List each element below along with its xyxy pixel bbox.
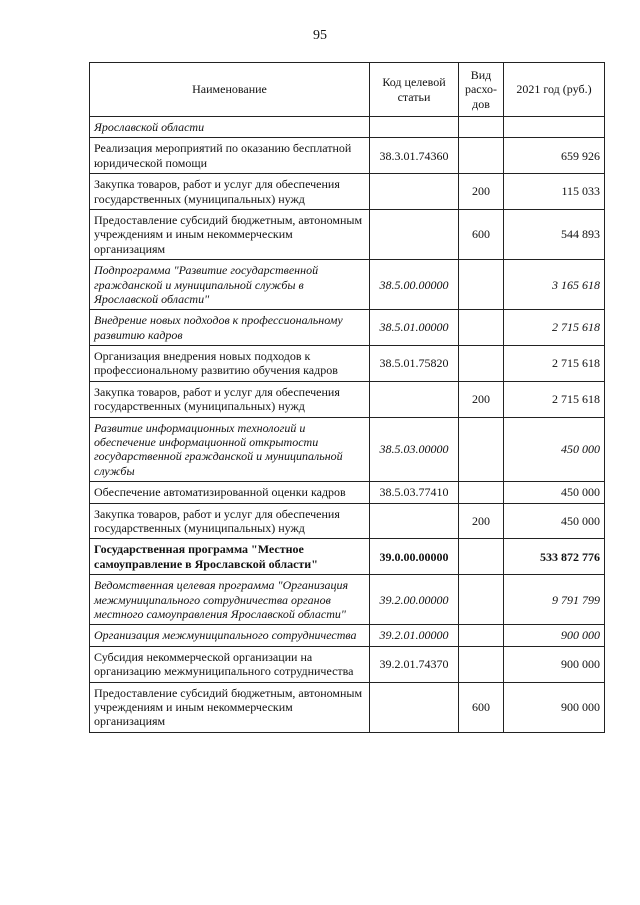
- header-type: Вид расхо-дов: [459, 63, 504, 117]
- row-code: 39.2.01.00000: [370, 625, 459, 646]
- row-type: 600: [459, 209, 504, 259]
- row-name: Организация межмуниципального сотрудничества: [90, 625, 370, 646]
- table-row: [90, 138, 605, 174]
- row-type: [459, 417, 504, 482]
- row-type: [459, 646, 504, 682]
- row-amount: 900 000: [504, 625, 605, 646]
- row-type: [459, 482, 504, 503]
- table-row: [90, 625, 605, 646]
- row-amount: 450 000: [504, 503, 605, 539]
- row-code: [370, 682, 459, 732]
- row-amount: 2 715 618: [504, 381, 605, 417]
- row-amount: 659 926: [504, 138, 605, 174]
- table-row: [90, 482, 605, 503]
- table-row: [90, 381, 605, 417]
- row-type: 200: [459, 381, 504, 417]
- row-type: 200: [459, 174, 504, 210]
- row-amount: 450 000: [504, 417, 605, 482]
- row-code: 38.3.01.74360: [370, 138, 459, 174]
- row-type: [459, 575, 504, 625]
- row-code: 38.5.03.00000: [370, 417, 459, 482]
- table-row: [90, 682, 605, 732]
- row-name: Государственная программа "Местное самоуправление в Ярославской области": [90, 539, 370, 575]
- header-code: Код целевой статьи: [370, 63, 459, 117]
- row-code: [370, 503, 459, 539]
- header-amount: 2021 год (руб.): [504, 63, 605, 117]
- row-code: 39.2.01.74370: [370, 646, 459, 682]
- row-amount: [504, 117, 605, 138]
- row-name: Субсидия некоммерческой организации на организацию межмуниципального сотрудничества: [90, 646, 370, 682]
- row-code: 39.2.00.00000: [370, 575, 459, 625]
- table-row: [90, 174, 605, 210]
- row-amount: 533 872 776: [504, 539, 605, 575]
- row-amount: 115 033: [504, 174, 605, 210]
- table-row: [90, 310, 605, 346]
- table-row: [90, 260, 605, 310]
- row-amount: 450 000: [504, 482, 605, 503]
- table-row: [90, 646, 605, 682]
- row-code: [370, 209, 459, 259]
- row-type: [459, 539, 504, 575]
- row-type: 200: [459, 503, 504, 539]
- row-type: [459, 260, 504, 310]
- page-number: 95: [313, 28, 327, 43]
- row-name: Подпрограмма "Развитие государственной гражданской и муниципальной службы в Ярославской области": [90, 260, 370, 310]
- row-code: [370, 117, 459, 138]
- row-code: 39.0.00.00000: [370, 539, 459, 575]
- row-name: Ярославской области: [90, 117, 370, 138]
- row-type: [459, 310, 504, 346]
- table-row: [90, 503, 605, 539]
- row-amount: 9 791 799: [504, 575, 605, 625]
- row-name: Организация внедрения новых подходов к профессиональному развитию обучения кадров: [90, 346, 370, 382]
- row-name: Закупка товаров, работ и услуг для обеспечения государственных (муниципальных) нужд: [90, 381, 370, 417]
- row-amount: 900 000: [504, 682, 605, 732]
- row-code: [370, 174, 459, 210]
- row-code: 38.5.00.00000: [370, 260, 459, 310]
- row-name: Реализация мероприятий по оказанию бесплатной юридической помощи: [90, 138, 370, 174]
- row-code: 38.5.03.77410: [370, 482, 459, 503]
- row-type: 600: [459, 682, 504, 732]
- row-name: Предоставление субсидий бюджетным, автономным учреждениям и иным некоммерческим организациям: [90, 682, 370, 732]
- row-name: Обеспечение автоматизированной оценки кадров: [90, 482, 370, 503]
- row-name: Ведомственная целевая программа "Организация межмуниципального сотрудничества органов местного самоуправления Ярославской области": [90, 575, 370, 625]
- row-code: [370, 381, 459, 417]
- row-type: [459, 138, 504, 174]
- row-name: Развитие информационных технологий и обеспечение информационной открытости государственной гражданской и муниципальной службы: [90, 417, 370, 482]
- table-row: [90, 539, 605, 575]
- row-code: 38.5.01.75820: [370, 346, 459, 382]
- row-type: [459, 625, 504, 646]
- row-type: [459, 117, 504, 138]
- row-name: Предоставление субсидий бюджетным, автономным учреждениям и иным некоммерческим организациям: [90, 209, 370, 259]
- table-header-row: [90, 63, 605, 117]
- table-row: [90, 117, 605, 138]
- row-code: 38.5.01.00000: [370, 310, 459, 346]
- row-amount: 2 715 618: [504, 310, 605, 346]
- row-name: Закупка товаров, работ и услуг для обеспечения государственных (муниципальных) нужд: [90, 174, 370, 210]
- row-amount: 3 165 618: [504, 260, 605, 310]
- row-name: Внедрение новых подходов к профессиональному развитию кадров: [90, 310, 370, 346]
- row-type: [459, 346, 504, 382]
- header-name: Наименование: [90, 63, 370, 117]
- row-amount: 544 893: [504, 209, 605, 259]
- row-amount: 900 000: [504, 646, 605, 682]
- row-amount: 2 715 618: [504, 346, 605, 382]
- table-row: [90, 346, 605, 382]
- table-row: [90, 209, 605, 259]
- budget-table: [89, 62, 605, 733]
- table-row: [90, 417, 605, 482]
- table-row: [90, 575, 605, 625]
- row-name: Закупка товаров, работ и услуг для обеспечения государственных (муниципальных) нужд: [90, 503, 370, 539]
